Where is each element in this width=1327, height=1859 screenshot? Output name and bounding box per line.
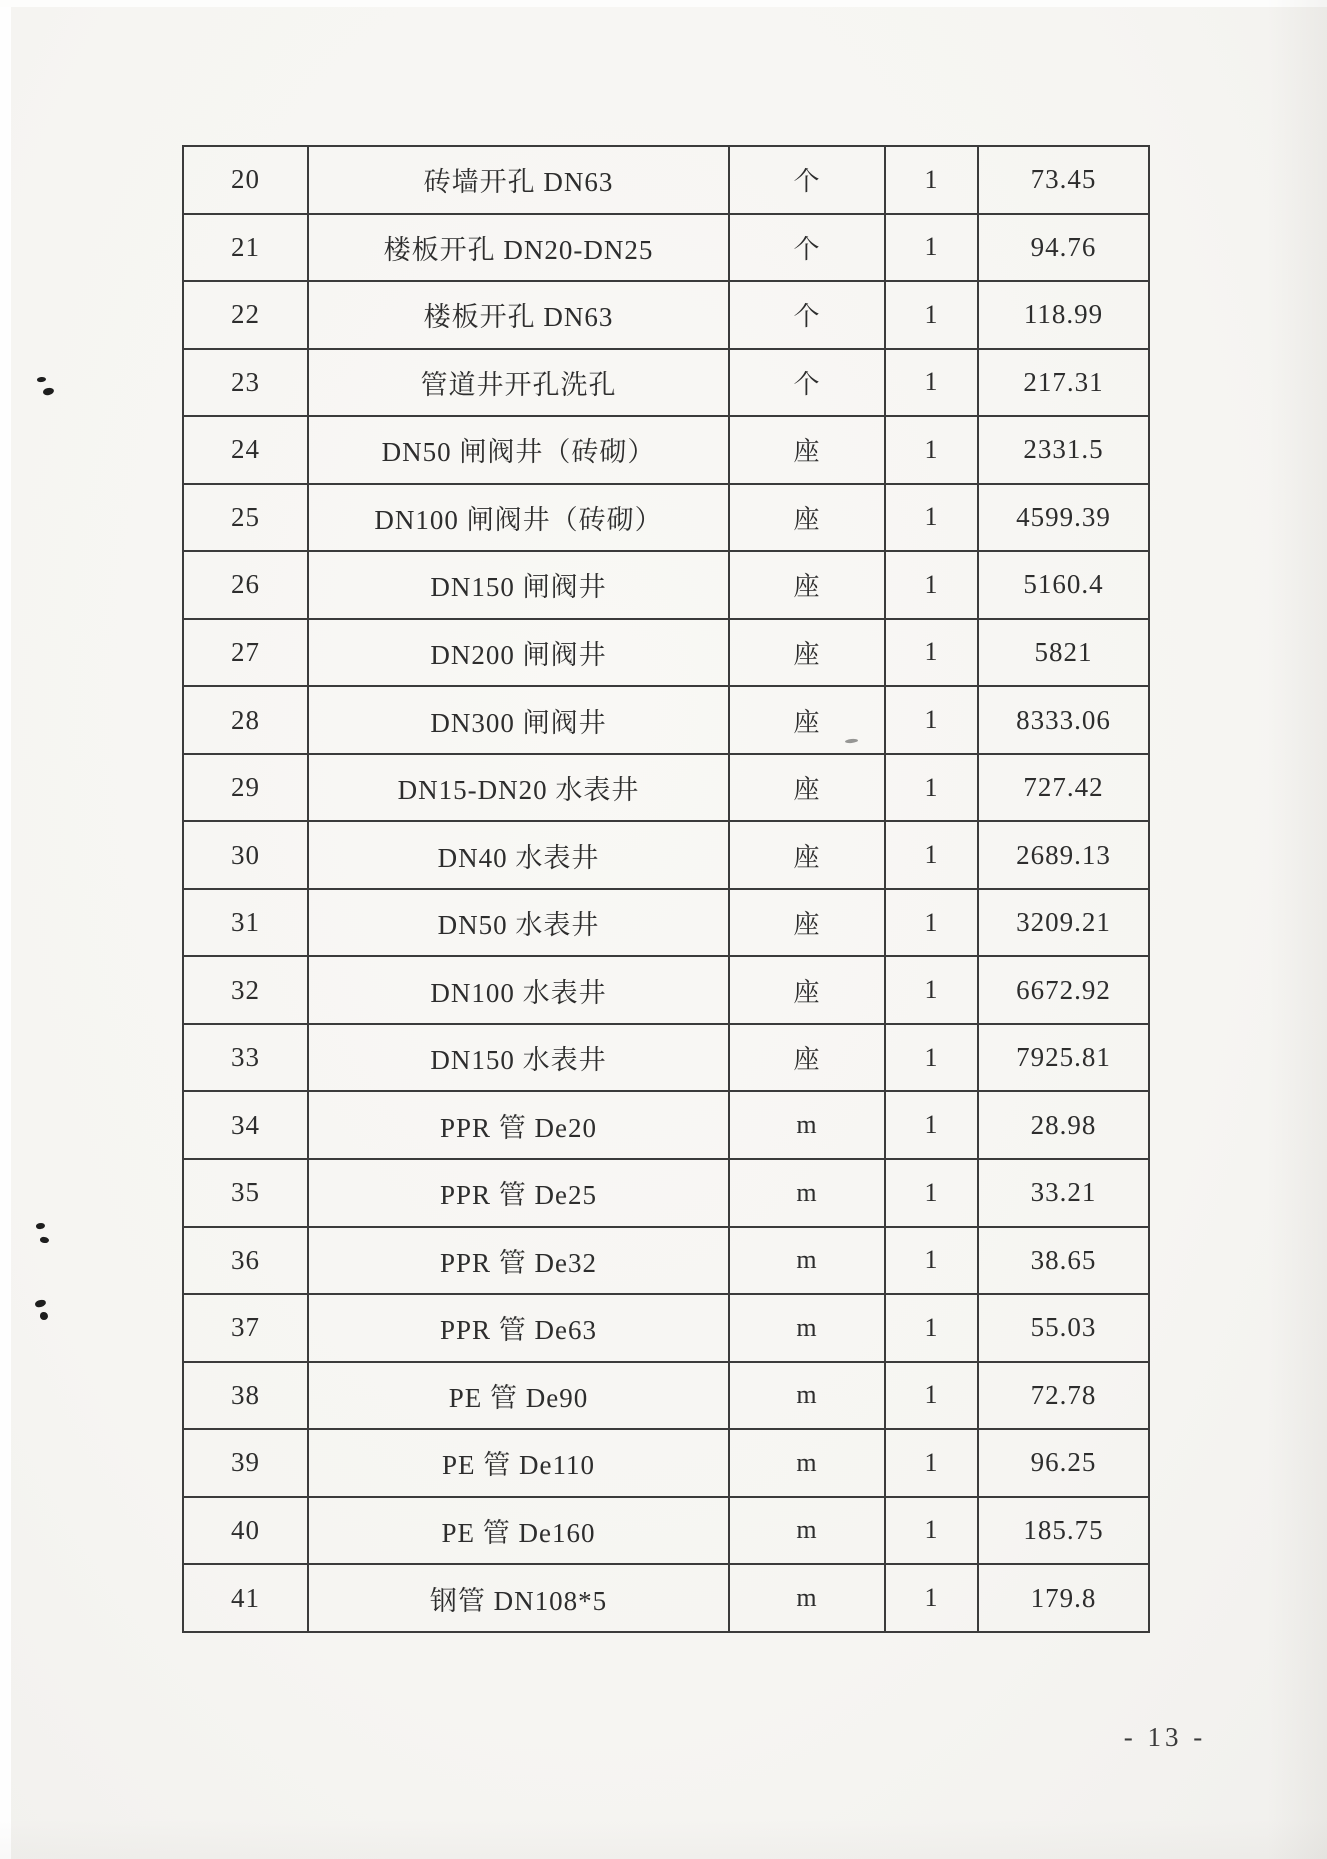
price-table <box>182 145 1150 1633</box>
cell-price: 5160.4 <box>978 551 1149 619</box>
cell-price: 727.42 <box>978 754 1149 822</box>
table-row <box>183 1227 1149 1295</box>
cell-serial-number: 39 <box>183 1429 308 1497</box>
cell-quantity: 1 <box>885 1497 978 1565</box>
scan-edge-left <box>0 0 11 1859</box>
cell-price: 55.03 <box>978 1294 1149 1362</box>
cell-price: 33.21 <box>978 1159 1149 1227</box>
scan-edge-top <box>0 0 1327 7</box>
cell-unit: 座 <box>729 686 885 754</box>
cell-quantity: 1 <box>885 551 978 619</box>
cell-unit: 座 <box>729 416 885 484</box>
cell-price: 179.8 <box>978 1564 1149 1632</box>
cell-serial-number: 32 <box>183 956 308 1024</box>
cell-price: 96.25 <box>978 1429 1149 1497</box>
cell-price: 7925.81 <box>978 1024 1149 1092</box>
cell-quantity: 1 <box>885 1227 978 1295</box>
cell-serial-number: 40 <box>183 1497 308 1565</box>
cell-price: 28.98 <box>978 1091 1149 1159</box>
cell-quantity: 1 <box>885 484 978 552</box>
cell-quantity: 1 <box>885 619 978 687</box>
ink-speck <box>37 376 47 382</box>
cell-item-name: PE 管 De110 <box>308 1429 729 1497</box>
cell-unit: 座 <box>729 821 885 889</box>
cell-item-name: DN50 闸阀井（砖砌） <box>308 416 729 484</box>
table-row <box>183 349 1149 417</box>
cell-item-name: DN100 水表井 <box>308 956 729 1024</box>
cell-serial-number: 26 <box>183 551 308 619</box>
cell-serial-number: 21 <box>183 214 308 282</box>
table-row <box>183 484 1149 552</box>
cell-quantity: 1 <box>885 1024 978 1092</box>
cell-unit: m <box>729 1362 885 1430</box>
cell-serial-number: 36 <box>183 1227 308 1295</box>
cell-item-name: DN15-DN20 水表井 <box>308 754 729 822</box>
cell-unit: 座 <box>729 754 885 822</box>
cell-item-name: 楼板开孔 DN63 <box>308 281 729 349</box>
cell-unit: 个 <box>729 349 885 417</box>
table-row <box>183 1159 1149 1227</box>
cell-item-name: DN300 闸阀井 <box>308 686 729 754</box>
ink-speck <box>34 1298 47 1308</box>
cell-price: 2689.13 <box>978 821 1149 889</box>
cell-serial-number: 41 <box>183 1564 308 1632</box>
table-row <box>183 956 1149 1024</box>
ink-speck <box>36 1222 46 1229</box>
cell-serial-number: 33 <box>183 1024 308 1092</box>
cell-item-name: PPR 管 De63 <box>308 1294 729 1362</box>
cell-unit: m <box>729 1159 885 1227</box>
table-row <box>183 1362 1149 1430</box>
cell-unit: 座 <box>729 619 885 687</box>
cell-serial-number: 29 <box>183 754 308 822</box>
ink-speck <box>40 1237 49 1244</box>
cell-quantity: 1 <box>885 1564 978 1632</box>
cell-unit: m <box>729 1294 885 1362</box>
cell-item-name: PE 管 De90 <box>308 1362 729 1430</box>
cell-unit: m <box>729 1497 885 1565</box>
cell-unit: 座 <box>729 956 885 1024</box>
cell-item-name: PPR 管 De32 <box>308 1227 729 1295</box>
cell-price: 73.45 <box>978 146 1149 214</box>
cell-quantity: 1 <box>885 956 978 1024</box>
ink-speck <box>42 387 54 396</box>
cell-unit: 座 <box>729 889 885 957</box>
cell-quantity: 1 <box>885 1429 978 1497</box>
cell-price: 2331.5 <box>978 416 1149 484</box>
cell-price: 118.99 <box>978 281 1149 349</box>
table-row <box>183 1294 1149 1362</box>
cell-quantity: 1 <box>885 1362 978 1430</box>
table-row <box>183 889 1149 957</box>
cell-item-name: DN200 闸阀井 <box>308 619 729 687</box>
cell-item-name: 钢管 DN108*5 <box>308 1564 729 1632</box>
cell-price: 4599.39 <box>978 484 1149 552</box>
cell-serial-number: 25 <box>183 484 308 552</box>
table-row <box>183 1497 1149 1565</box>
cell-quantity: 1 <box>885 1091 978 1159</box>
table-row <box>183 821 1149 889</box>
cell-quantity: 1 <box>885 416 978 484</box>
cell-serial-number: 31 <box>183 889 308 957</box>
cell-unit: 个 <box>729 214 885 282</box>
cell-serial-number: 30 <box>183 821 308 889</box>
cell-item-name: PPR 管 De25 <box>308 1159 729 1227</box>
scan-edge-shade-bottom <box>0 1819 1327 1859</box>
cell-serial-number: 27 <box>183 619 308 687</box>
cell-unit: 座 <box>729 551 885 619</box>
cell-serial-number: 23 <box>183 349 308 417</box>
cell-item-name: DN50 水表井 <box>308 889 729 957</box>
cell-serial-number: 34 <box>183 1091 308 1159</box>
cell-unit: m <box>729 1429 885 1497</box>
cell-serial-number: 38 <box>183 1362 308 1430</box>
table-row <box>183 754 1149 822</box>
cell-item-name: 管道井开孔洗孔 <box>308 349 729 417</box>
cell-price: 38.65 <box>978 1227 1149 1295</box>
cell-quantity: 1 <box>885 889 978 957</box>
cell-price: 8333.06 <box>978 686 1149 754</box>
cell-price: 217.31 <box>978 349 1149 417</box>
cell-item-name: PPR 管 De20 <box>308 1091 729 1159</box>
cell-item-name: PE 管 De160 <box>308 1497 729 1565</box>
cell-price: 5821 <box>978 619 1149 687</box>
table-row <box>183 551 1149 619</box>
cell-serial-number: 28 <box>183 686 308 754</box>
scan-edge-shade-right <box>1267 0 1327 1859</box>
cell-unit: m <box>729 1564 885 1632</box>
table-row <box>183 1564 1149 1632</box>
cell-quantity: 1 <box>885 754 978 822</box>
table-row <box>183 214 1149 282</box>
cell-quantity: 1 <box>885 146 978 214</box>
cell-item-name: DN100 闸阀井（砖砌） <box>308 484 729 552</box>
table-row <box>183 1429 1149 1497</box>
cell-item-name: DN150 闸阀井 <box>308 551 729 619</box>
cell-quantity: 1 <box>885 1294 978 1362</box>
cell-price: 94.76 <box>978 214 1149 282</box>
cell-item-name: DN40 水表井 <box>308 821 729 889</box>
cell-quantity: 1 <box>885 1159 978 1227</box>
cell-price: 185.75 <box>978 1497 1149 1565</box>
ink-speck <box>40 1312 48 1320</box>
cell-item-name: DN150 水表井 <box>308 1024 729 1092</box>
table-row <box>183 281 1149 349</box>
cell-unit: 座 <box>729 1024 885 1092</box>
cell-quantity: 1 <box>885 281 978 349</box>
cell-unit: 个 <box>729 281 885 349</box>
table-row <box>183 619 1149 687</box>
cell-unit: m <box>729 1091 885 1159</box>
table-row <box>183 1091 1149 1159</box>
cell-serial-number: 37 <box>183 1294 308 1362</box>
table-row <box>183 416 1149 484</box>
cell-price: 6672.92 <box>978 956 1149 1024</box>
cell-quantity: 1 <box>885 349 978 417</box>
cell-serial-number: 24 <box>183 416 308 484</box>
cell-quantity: 1 <box>885 686 978 754</box>
cell-item-name: 楼板开孔 DN20-DN25 <box>308 214 729 282</box>
table-row <box>183 1024 1149 1092</box>
table-row <box>183 146 1149 214</box>
cell-price: 72.78 <box>978 1362 1149 1430</box>
cell-quantity: 1 <box>885 214 978 282</box>
cell-price: 3209.21 <box>978 889 1149 957</box>
cell-unit: m <box>729 1227 885 1295</box>
page-number: - 13 - <box>1123 1722 1207 1752</box>
cell-serial-number: 35 <box>183 1159 308 1227</box>
cell-quantity: 1 <box>885 821 978 889</box>
cell-serial-number: 20 <box>183 146 308 214</box>
table-row <box>183 686 1149 754</box>
cell-unit: 个 <box>729 146 885 214</box>
cell-serial-number: 22 <box>183 281 308 349</box>
cell-unit: 座 <box>729 484 885 552</box>
cell-item-name: 砖墙开孔 DN63 <box>308 146 729 214</box>
